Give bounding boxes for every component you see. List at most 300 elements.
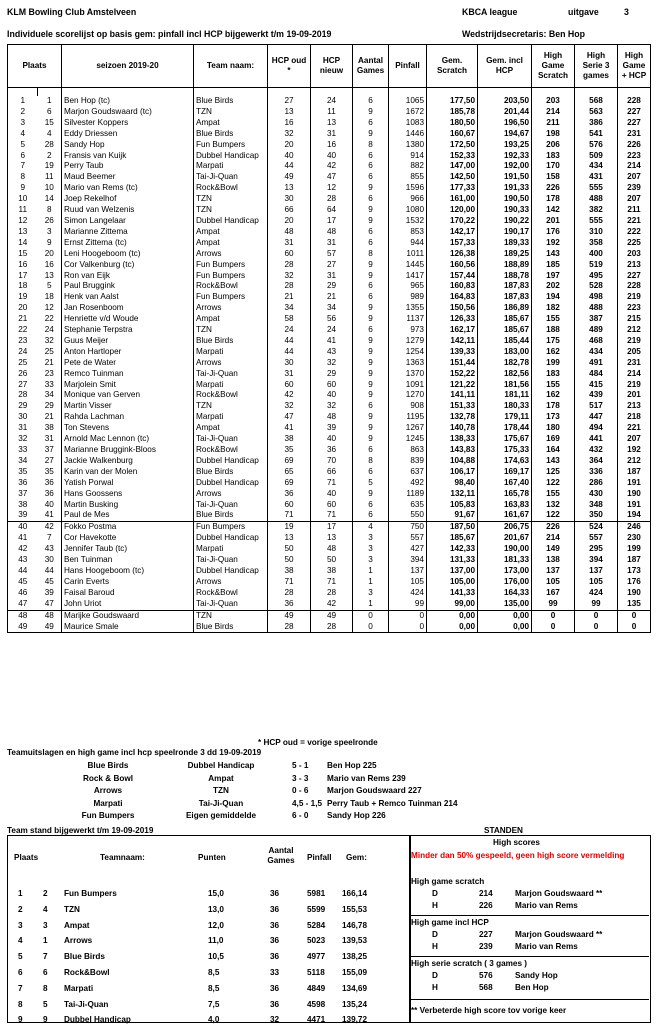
table-cell: 23 bbox=[8, 336, 38, 347]
table-cell: 286 bbox=[575, 478, 618, 489]
table-cell: 1532 bbox=[389, 216, 427, 227]
table-cell: Fun Bumpers bbox=[194, 140, 268, 151]
table-cell: 394 bbox=[389, 555, 427, 566]
standen-title: STANDEN bbox=[484, 826, 523, 835]
table-cell: 40 bbox=[311, 151, 353, 162]
teamstand-header: Pinfall bbox=[307, 853, 332, 862]
table-cell: 509 bbox=[575, 151, 618, 162]
table-cell: 49 bbox=[8, 622, 38, 633]
table-cell: 439 bbox=[575, 390, 618, 401]
table-cell: 25 bbox=[38, 347, 62, 358]
table-cell: 181,11 bbox=[478, 390, 532, 401]
table-cell: 8 bbox=[8, 172, 38, 183]
table-cell: 3 bbox=[8, 118, 38, 129]
table-row bbox=[8, 456, 651, 467]
table-cell: 1137 bbox=[389, 314, 427, 325]
table-cell: 8 bbox=[353, 456, 389, 467]
table-cell: 18 bbox=[8, 281, 38, 292]
table-row bbox=[8, 390, 651, 401]
table-cell: Fun Bumpers bbox=[194, 522, 268, 533]
table-cell: 32 bbox=[268, 129, 311, 140]
table-cell: Dubbel Handicap bbox=[194, 151, 268, 162]
table-cell: 21 bbox=[38, 358, 62, 369]
table-cell: 71 bbox=[311, 510, 353, 521]
result-cell: Eigen gemiddelde bbox=[185, 811, 257, 820]
table-cell: 1596 bbox=[389, 183, 427, 194]
table-cell: 121,22 bbox=[427, 380, 478, 391]
table-cell: 855 bbox=[389, 172, 427, 183]
result-cell: Tai-Ji-Quan bbox=[198, 798, 244, 808]
table-cell: 106,17 bbox=[427, 467, 478, 478]
result-cell: Ampat bbox=[208, 773, 234, 783]
table-cell: 295 bbox=[575, 544, 618, 555]
teamstand-cell: 10,5 bbox=[208, 952, 224, 962]
table-cell: Sandy Hop bbox=[62, 140, 194, 151]
table-cell: 9 bbox=[353, 390, 389, 401]
table-cell: 563 bbox=[575, 107, 618, 118]
table-cell: 226 bbox=[618, 140, 651, 151]
score-value: 227 bbox=[479, 930, 493, 939]
table-cell: 191,50 bbox=[478, 172, 532, 183]
teamstand-cell: 4 bbox=[43, 904, 48, 914]
table-row bbox=[8, 325, 651, 336]
table-cell: 99 bbox=[532, 599, 575, 610]
secretary: Wedstrijdsecretaris: Ben Hop bbox=[462, 29, 586, 39]
table-cell: 6 bbox=[353, 500, 389, 511]
table-cell: 219 bbox=[618, 380, 651, 391]
table-cell: 137 bbox=[389, 566, 427, 577]
table-cell: 207 bbox=[618, 194, 651, 205]
table-cell: 9 bbox=[8, 183, 38, 194]
teamstand-cell: 5118 bbox=[307, 968, 325, 977]
table-cell: 2 bbox=[8, 107, 38, 118]
table-cell: 34 bbox=[311, 303, 353, 314]
table-cell: 173 bbox=[532, 412, 575, 423]
table-cell: Dubbel Handicap bbox=[194, 456, 268, 467]
table-cell: 170 bbox=[532, 161, 575, 172]
table-cell: 152,22 bbox=[427, 369, 478, 380]
table-cell: 226 bbox=[532, 522, 575, 533]
table-cell: Marpati bbox=[194, 347, 268, 358]
table-row bbox=[8, 500, 651, 511]
table-cell: Ampat bbox=[194, 227, 268, 238]
table-cell: 9 bbox=[353, 129, 389, 140]
table-cell: 28 bbox=[268, 622, 311, 633]
table-cell: 183 bbox=[532, 151, 575, 162]
table-cell: 21 bbox=[8, 314, 38, 325]
table-cell: 38 bbox=[8, 500, 38, 511]
table-cell: 29 bbox=[8, 401, 38, 412]
table-cell: 143 bbox=[532, 456, 575, 467]
result-cell: Mario van Rems 239 bbox=[327, 773, 406, 783]
table-cell: 122 bbox=[532, 510, 575, 521]
table-cell: 4 bbox=[8, 129, 38, 140]
table-cell: 141,33 bbox=[427, 588, 478, 599]
table-cell: 189,25 bbox=[478, 249, 532, 260]
table-cell: 973 bbox=[389, 325, 427, 336]
table-cell: 22 bbox=[38, 314, 62, 325]
table-cell: 348 bbox=[575, 500, 618, 511]
table-cell: 49 bbox=[268, 172, 311, 183]
table-cell: 18 bbox=[38, 292, 62, 303]
table-cell: 6 bbox=[353, 118, 389, 129]
result-cell: 4,5 - 1,5 bbox=[292, 798, 323, 808]
result-cell: Arrows bbox=[93, 786, 123, 795]
col-hcp-nieuw: HCP nieuw bbox=[311, 45, 353, 88]
table-cell: 491 bbox=[575, 358, 618, 369]
table-cell: 231 bbox=[618, 129, 651, 140]
table-cell: 211 bbox=[618, 205, 651, 216]
table-cell: Arrows bbox=[194, 489, 268, 500]
teamstand-cell: 5023 bbox=[307, 936, 326, 946]
teamstand-cell: 5981 bbox=[307, 889, 326, 898]
table-cell: 206 bbox=[532, 140, 575, 151]
table-cell: 9 bbox=[353, 380, 389, 391]
table-cell: Monique van Gerven bbox=[62, 390, 194, 401]
section-title: High game scratch bbox=[411, 877, 485, 886]
table-cell: 4 bbox=[353, 522, 389, 533]
table-cell: 151,44 bbox=[427, 358, 478, 369]
table-cell: 173,00 bbox=[478, 566, 532, 577]
table-cell: 16 bbox=[38, 260, 62, 271]
table-row bbox=[8, 314, 651, 325]
table-cell: 0 bbox=[532, 622, 575, 633]
table-cell: 966 bbox=[389, 194, 427, 205]
table-cell: 1080 bbox=[389, 205, 427, 216]
table-cell: 211 bbox=[532, 118, 575, 129]
table-cell: 28 bbox=[311, 194, 353, 205]
table-cell: 24 bbox=[268, 325, 311, 336]
table-cell: 190,00 bbox=[478, 544, 532, 555]
table-cell: 13 bbox=[268, 533, 311, 544]
table-cell: 1 bbox=[8, 96, 38, 107]
teamstand-cell: 32 bbox=[270, 1015, 280, 1024]
table-cell: John Uriot bbox=[62, 599, 194, 610]
table-cell: 214 bbox=[618, 161, 651, 172]
section-divider bbox=[409, 956, 649, 957]
table-cell: 180,33 bbox=[478, 401, 532, 412]
teamstand-cell: 36 bbox=[270, 920, 280, 930]
table-cell: 908 bbox=[389, 401, 427, 412]
table-cell: 39 bbox=[8, 510, 38, 521]
table-cell: Fransis van Kuijk bbox=[62, 151, 194, 162]
table-cell: 221 bbox=[618, 216, 651, 227]
result-cell: Rock & Bowl bbox=[82, 773, 134, 783]
table-cell: Fun Bumpers bbox=[194, 292, 268, 303]
score-type: D bbox=[432, 930, 438, 939]
table-cell: 386 bbox=[575, 118, 618, 129]
table-cell: 1195 bbox=[389, 412, 427, 423]
table-cell: 194,67 bbox=[478, 129, 532, 140]
table-cell: 176 bbox=[618, 577, 651, 588]
table-cell: 205 bbox=[618, 347, 651, 358]
result-cell: Dubbel Handicap bbox=[187, 761, 255, 770]
table-cell: 30 bbox=[38, 555, 62, 566]
score-value: 568 bbox=[479, 983, 493, 992]
col-high-serie: High Serie 3 games bbox=[575, 45, 618, 88]
table-cell: 190,33 bbox=[478, 205, 532, 216]
table-cell: Marianne Zittema bbox=[62, 227, 194, 238]
table-cell: 178,44 bbox=[478, 423, 532, 434]
table-cell: 6 bbox=[353, 238, 389, 249]
table-row bbox=[8, 161, 651, 172]
table-cell: 364 bbox=[575, 456, 618, 467]
table-cell: 71 bbox=[311, 577, 353, 588]
table-cell: 1011 bbox=[389, 249, 427, 260]
table-cell: 50 bbox=[311, 555, 353, 566]
high-scores-label: High scores bbox=[493, 838, 540, 847]
table-cell: 177,50 bbox=[427, 96, 478, 107]
table-row bbox=[8, 610, 651, 621]
table-cell: 42 bbox=[311, 599, 353, 610]
table-cell: 40 bbox=[268, 151, 311, 162]
score-name: Marjon Goudswaard ** bbox=[515, 930, 603, 939]
table-cell: 19 bbox=[268, 522, 311, 533]
table-cell: Rahda Lachman bbox=[62, 412, 194, 423]
table-cell: 9 bbox=[353, 216, 389, 227]
table-cell: 142,11 bbox=[427, 336, 478, 347]
table-cell: 185,44 bbox=[478, 336, 532, 347]
result-cell: Ben Hop 225 bbox=[327, 761, 377, 770]
table-cell: 9 bbox=[353, 107, 389, 118]
table-cell: 517 bbox=[575, 401, 618, 412]
table-cell: TZN bbox=[194, 205, 268, 216]
table-cell: 28 bbox=[268, 588, 311, 599]
table-cell: 137 bbox=[532, 566, 575, 577]
table-cell: 47 bbox=[8, 599, 38, 610]
table-cell: 1 bbox=[38, 96, 62, 107]
teamstand-cell: 4977 bbox=[307, 952, 326, 962]
table-cell: 70 bbox=[311, 456, 353, 467]
table-cell: 162 bbox=[532, 347, 575, 358]
table-cell: 175,33 bbox=[478, 445, 532, 456]
table-cell: 40 bbox=[311, 390, 353, 401]
table-row bbox=[8, 423, 651, 434]
table-cell: 50 bbox=[268, 544, 311, 555]
table-cell: Rock&Bowl bbox=[194, 281, 268, 292]
table-cell: 201,44 bbox=[478, 107, 532, 118]
table-cell: 138,33 bbox=[427, 434, 478, 445]
table-cell: Dubbel Handicap bbox=[194, 566, 268, 577]
teamstand-cell: 138,25 bbox=[342, 952, 368, 962]
table-cell: 188,78 bbox=[478, 271, 532, 282]
table-cell: 141,11 bbox=[427, 390, 478, 401]
result-cell: Sandy Hop 226 bbox=[327, 811, 386, 820]
score-name: Ben Hop bbox=[515, 983, 549, 992]
table-cell: 181,33 bbox=[478, 555, 532, 566]
table-cell: 41 bbox=[311, 336, 353, 347]
table-row bbox=[8, 434, 651, 445]
table-cell: 180 bbox=[532, 423, 575, 434]
table-cell: Rock&Bowl bbox=[194, 588, 268, 599]
table-cell: 1254 bbox=[389, 347, 427, 358]
col-high-game-hcp: High Game + HCP bbox=[618, 45, 651, 88]
table-cell: Rock&Bowl bbox=[194, 183, 268, 194]
table-cell: 140,78 bbox=[427, 423, 478, 434]
table-cell: 187 bbox=[618, 555, 651, 566]
table-row bbox=[8, 140, 651, 151]
table-cell: 14 bbox=[38, 194, 62, 205]
table-cell: 43 bbox=[311, 347, 353, 358]
table-cell: 3 bbox=[353, 533, 389, 544]
table-cell: 1446 bbox=[389, 129, 427, 140]
result-cell: TZN bbox=[213, 786, 229, 795]
table-cell: 6 bbox=[353, 510, 389, 521]
table-cell: 189,33 bbox=[478, 238, 532, 249]
table-cell: 48 bbox=[311, 412, 353, 423]
table-cell: 20 bbox=[8, 303, 38, 314]
table-cell: TZN bbox=[194, 325, 268, 336]
table-row bbox=[8, 566, 651, 577]
table-cell: 13 bbox=[8, 227, 38, 238]
table-cell: 190,50 bbox=[478, 194, 532, 205]
table-cell: 60 bbox=[268, 249, 311, 260]
table-cell: 310 bbox=[575, 227, 618, 238]
table-cell: 185,67 bbox=[478, 325, 532, 336]
table-row bbox=[8, 445, 651, 456]
table-cell: 69 bbox=[268, 478, 311, 489]
table-cell: 188,89 bbox=[478, 260, 532, 271]
table-cell: 142,50 bbox=[427, 172, 478, 183]
table-row bbox=[8, 533, 651, 544]
table-cell: 105,83 bbox=[427, 500, 478, 511]
table-cell: 212 bbox=[618, 456, 651, 467]
table-cell: Henk van Aalst bbox=[62, 292, 194, 303]
table-cell: Martin Visser bbox=[62, 401, 194, 412]
table-cell: 9 bbox=[353, 336, 389, 347]
table-cell: 15 bbox=[8, 249, 38, 260]
table-row bbox=[8, 555, 651, 566]
table-cell: 40 bbox=[311, 434, 353, 445]
table-cell: 400 bbox=[575, 249, 618, 260]
table-cell: 132,11 bbox=[427, 489, 478, 500]
table-cell: Blue Birds bbox=[194, 510, 268, 521]
table-cell: 31 bbox=[268, 238, 311, 249]
table-cell: 6 bbox=[353, 172, 389, 183]
score-name: Marjon Goudswaard ** bbox=[515, 889, 603, 898]
table-row bbox=[8, 522, 651, 533]
table-cell: Blue Birds bbox=[194, 336, 268, 347]
table-cell: 524 bbox=[575, 522, 618, 533]
table-cell: 36 bbox=[8, 478, 38, 489]
table-cell: 41 bbox=[38, 510, 62, 521]
table-cell: 24 bbox=[8, 347, 38, 358]
table-cell: 175,67 bbox=[478, 434, 532, 445]
table-cell: 36 bbox=[311, 445, 353, 456]
teamstand-cell: Arrows bbox=[64, 936, 93, 946]
table-cell: 199 bbox=[532, 358, 575, 369]
table-cell: 27 bbox=[38, 456, 62, 467]
table-cell: 430 bbox=[575, 489, 618, 500]
table-cell: 434 bbox=[575, 161, 618, 172]
teamstand-cell: 4849 bbox=[307, 983, 326, 993]
table-cell: 0,00 bbox=[478, 610, 532, 621]
table-cell: 6 bbox=[8, 151, 38, 162]
table-cell: 48 bbox=[311, 544, 353, 555]
table-cell: 16 bbox=[268, 118, 311, 129]
table-cell: Dubbel Handicap bbox=[194, 216, 268, 227]
table-cell: 8 bbox=[353, 249, 389, 260]
table-cell: 557 bbox=[575, 533, 618, 544]
table-cell: 394 bbox=[575, 555, 618, 566]
table-row bbox=[8, 401, 651, 412]
table-cell: 495 bbox=[575, 271, 618, 282]
table-row bbox=[8, 96, 651, 107]
table-cell: 212 bbox=[618, 325, 651, 336]
table-cell: 176 bbox=[532, 227, 575, 238]
table-cell: 125 bbox=[532, 467, 575, 478]
table-cell: Ton Stevens bbox=[62, 423, 194, 434]
table-cell: 6 bbox=[353, 281, 389, 292]
table-cell: TZN bbox=[194, 610, 268, 621]
table-cell: Arrows bbox=[194, 577, 268, 588]
table-cell: 34 bbox=[8, 456, 38, 467]
table-cell: 48 bbox=[311, 227, 353, 238]
table-cell: 41 bbox=[8, 533, 38, 544]
score-value: 214 bbox=[479, 889, 493, 898]
teamstand-header: Gem: bbox=[346, 853, 367, 862]
table-cell: Ampat bbox=[194, 423, 268, 434]
table-cell: 44 bbox=[268, 336, 311, 347]
teamstand-cell: 2 bbox=[18, 904, 23, 914]
table-cell: Eddy Driessen bbox=[62, 129, 194, 140]
table-cell: 60 bbox=[268, 500, 311, 511]
teamstand-cell: 36 bbox=[270, 904, 280, 914]
table-cell: 36 bbox=[38, 478, 62, 489]
table-cell: 42 bbox=[268, 390, 311, 401]
table-cell: 9 bbox=[353, 314, 389, 325]
table-row bbox=[8, 260, 651, 271]
table-cell: 49 bbox=[311, 610, 353, 621]
table-cell: 468 bbox=[575, 336, 618, 347]
teamstand-cell: 36 bbox=[270, 952, 280, 962]
table-cell: 147,00 bbox=[427, 161, 478, 172]
table-cell: 47 bbox=[38, 599, 62, 610]
table-cell: 0 bbox=[618, 622, 651, 633]
table-cell: Leni Hoogeboom (tc) bbox=[62, 249, 194, 260]
teamstand-cell: 146,78 bbox=[342, 920, 368, 930]
table-cell: 427 bbox=[389, 544, 427, 555]
result-cell: 3 - 3 bbox=[292, 773, 309, 783]
table-cell: 182,56 bbox=[478, 369, 532, 380]
teamstand-cell: 13,0 bbox=[208, 904, 224, 914]
table-cell: 35 bbox=[268, 445, 311, 456]
teamstand-cell: 5599 bbox=[307, 904, 326, 914]
table-cell: 45 bbox=[8, 577, 38, 588]
table-cell: Cor Valkenburg (tc) bbox=[62, 260, 194, 271]
table-cell: 989 bbox=[389, 292, 427, 303]
table-cell: 0 bbox=[618, 610, 651, 621]
result-cell: Marpati bbox=[93, 798, 123, 808]
table-cell: 155 bbox=[532, 489, 575, 500]
table-cell: 441 bbox=[575, 434, 618, 445]
table-cell: 27 bbox=[311, 260, 353, 271]
table-cell: 40 bbox=[8, 522, 38, 533]
table-cell: 187,83 bbox=[478, 281, 532, 292]
table-row bbox=[8, 622, 651, 633]
table-cell: Fun Bumpers bbox=[194, 271, 268, 282]
table-cell: 142,33 bbox=[427, 544, 478, 555]
table-cell: 21 bbox=[38, 412, 62, 423]
table-cell: 203 bbox=[618, 249, 651, 260]
table-cell: 71 bbox=[268, 577, 311, 588]
teamstand-cell: 33 bbox=[270, 968, 280, 977]
table-cell: 1267 bbox=[389, 423, 427, 434]
table-row bbox=[8, 544, 651, 555]
table-cell: 160,83 bbox=[427, 281, 478, 292]
table-cell: 5 bbox=[8, 140, 38, 151]
table-cell: 122 bbox=[532, 478, 575, 489]
